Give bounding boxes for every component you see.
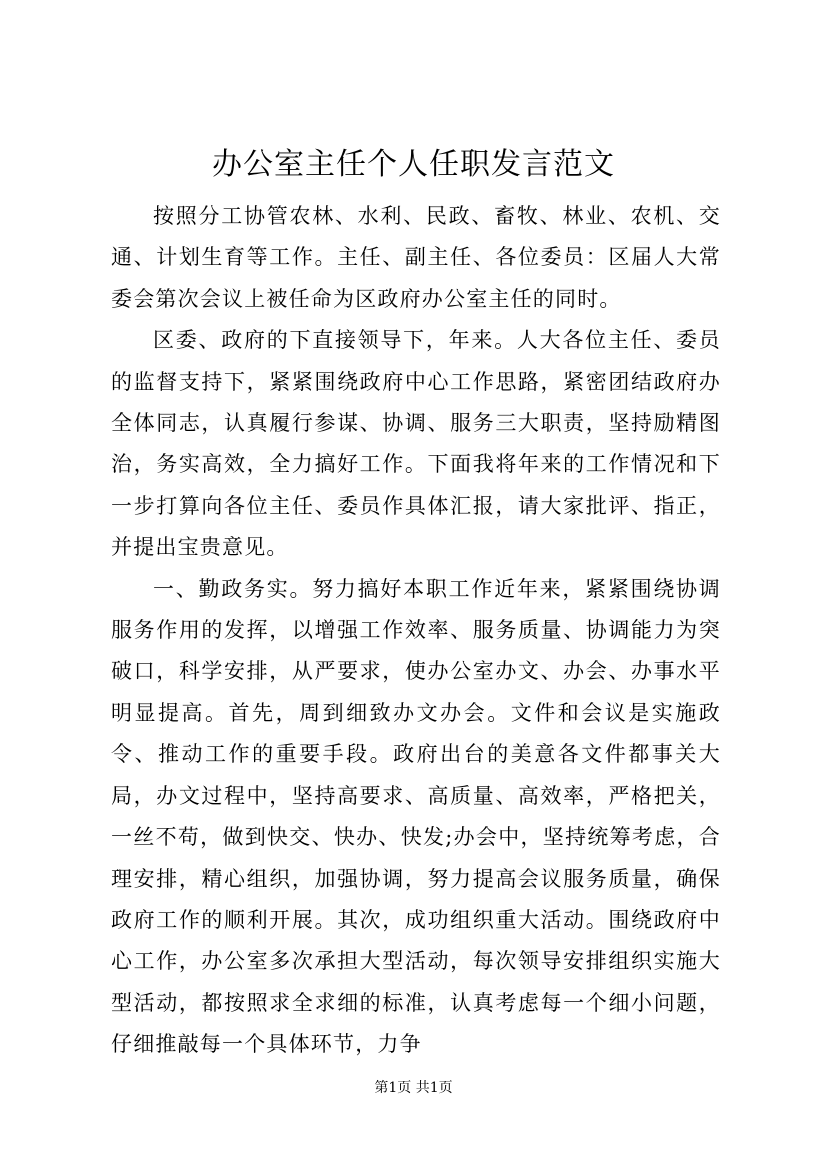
paragraph-2: 区委、政府的下直接领导下，年来。人大各位主任、委员的监督支持下，紧紧围绕政府中心工作思路，紧密团结政府办全体同志，认真履行参谋、协调、服务三大职责，坚持励精图治，务实高效，全力搞好工作。下面我将年来的工作情况和下一步打算向各位主任、委员作具体汇报，请大家批评、指正，并提出宝贵意见。 [111,328,721,560]
document-body [111,196,721,1066]
page-footer: 第1页 共1页 [374,1080,453,1096]
paragraph-3: 一、勤政务实。努力搞好本职工作近年来，紧紧围绕协调服务作用的发挥，以增强工作效率、服务质量、协调能力为突破口，科学安排，从严要求，使办公室办文、办会、办事水平明显提高。首先，周到细致办文办会。文件和会议是实施政令、推动工作的重要手段。政府出台的美意各文件都事关大局，办文过程中，坚持高要求、高质量、高效率，严格把关，一丝不苟，做到快交、快办、快发;办会中，坚持统筹考虑，合理安排，精心组织，加强协调，努力提高会议服务质量，确保政府工作的顺利开展。其次，成功组织重大活动。围绕政府中心工作，办公室多次承担大型活动，每次领导安排组织实施大型活动，都按照求全求细的标准，认真考虑每一个细小问题，仔细推敲每一个具体环节，力争 [111,576,721,1057]
paragraph-1: 按照分工协管农林、水利、民政、畜牧、林业、农机、交通、计划生育等工作。主任、副主任、各位委员：区届人大常委会第次会议上被任命为区政府办公室主任的同时。 [111,204,721,311]
document-title: 办公室主任个人任职发言范文 [212,147,615,182]
